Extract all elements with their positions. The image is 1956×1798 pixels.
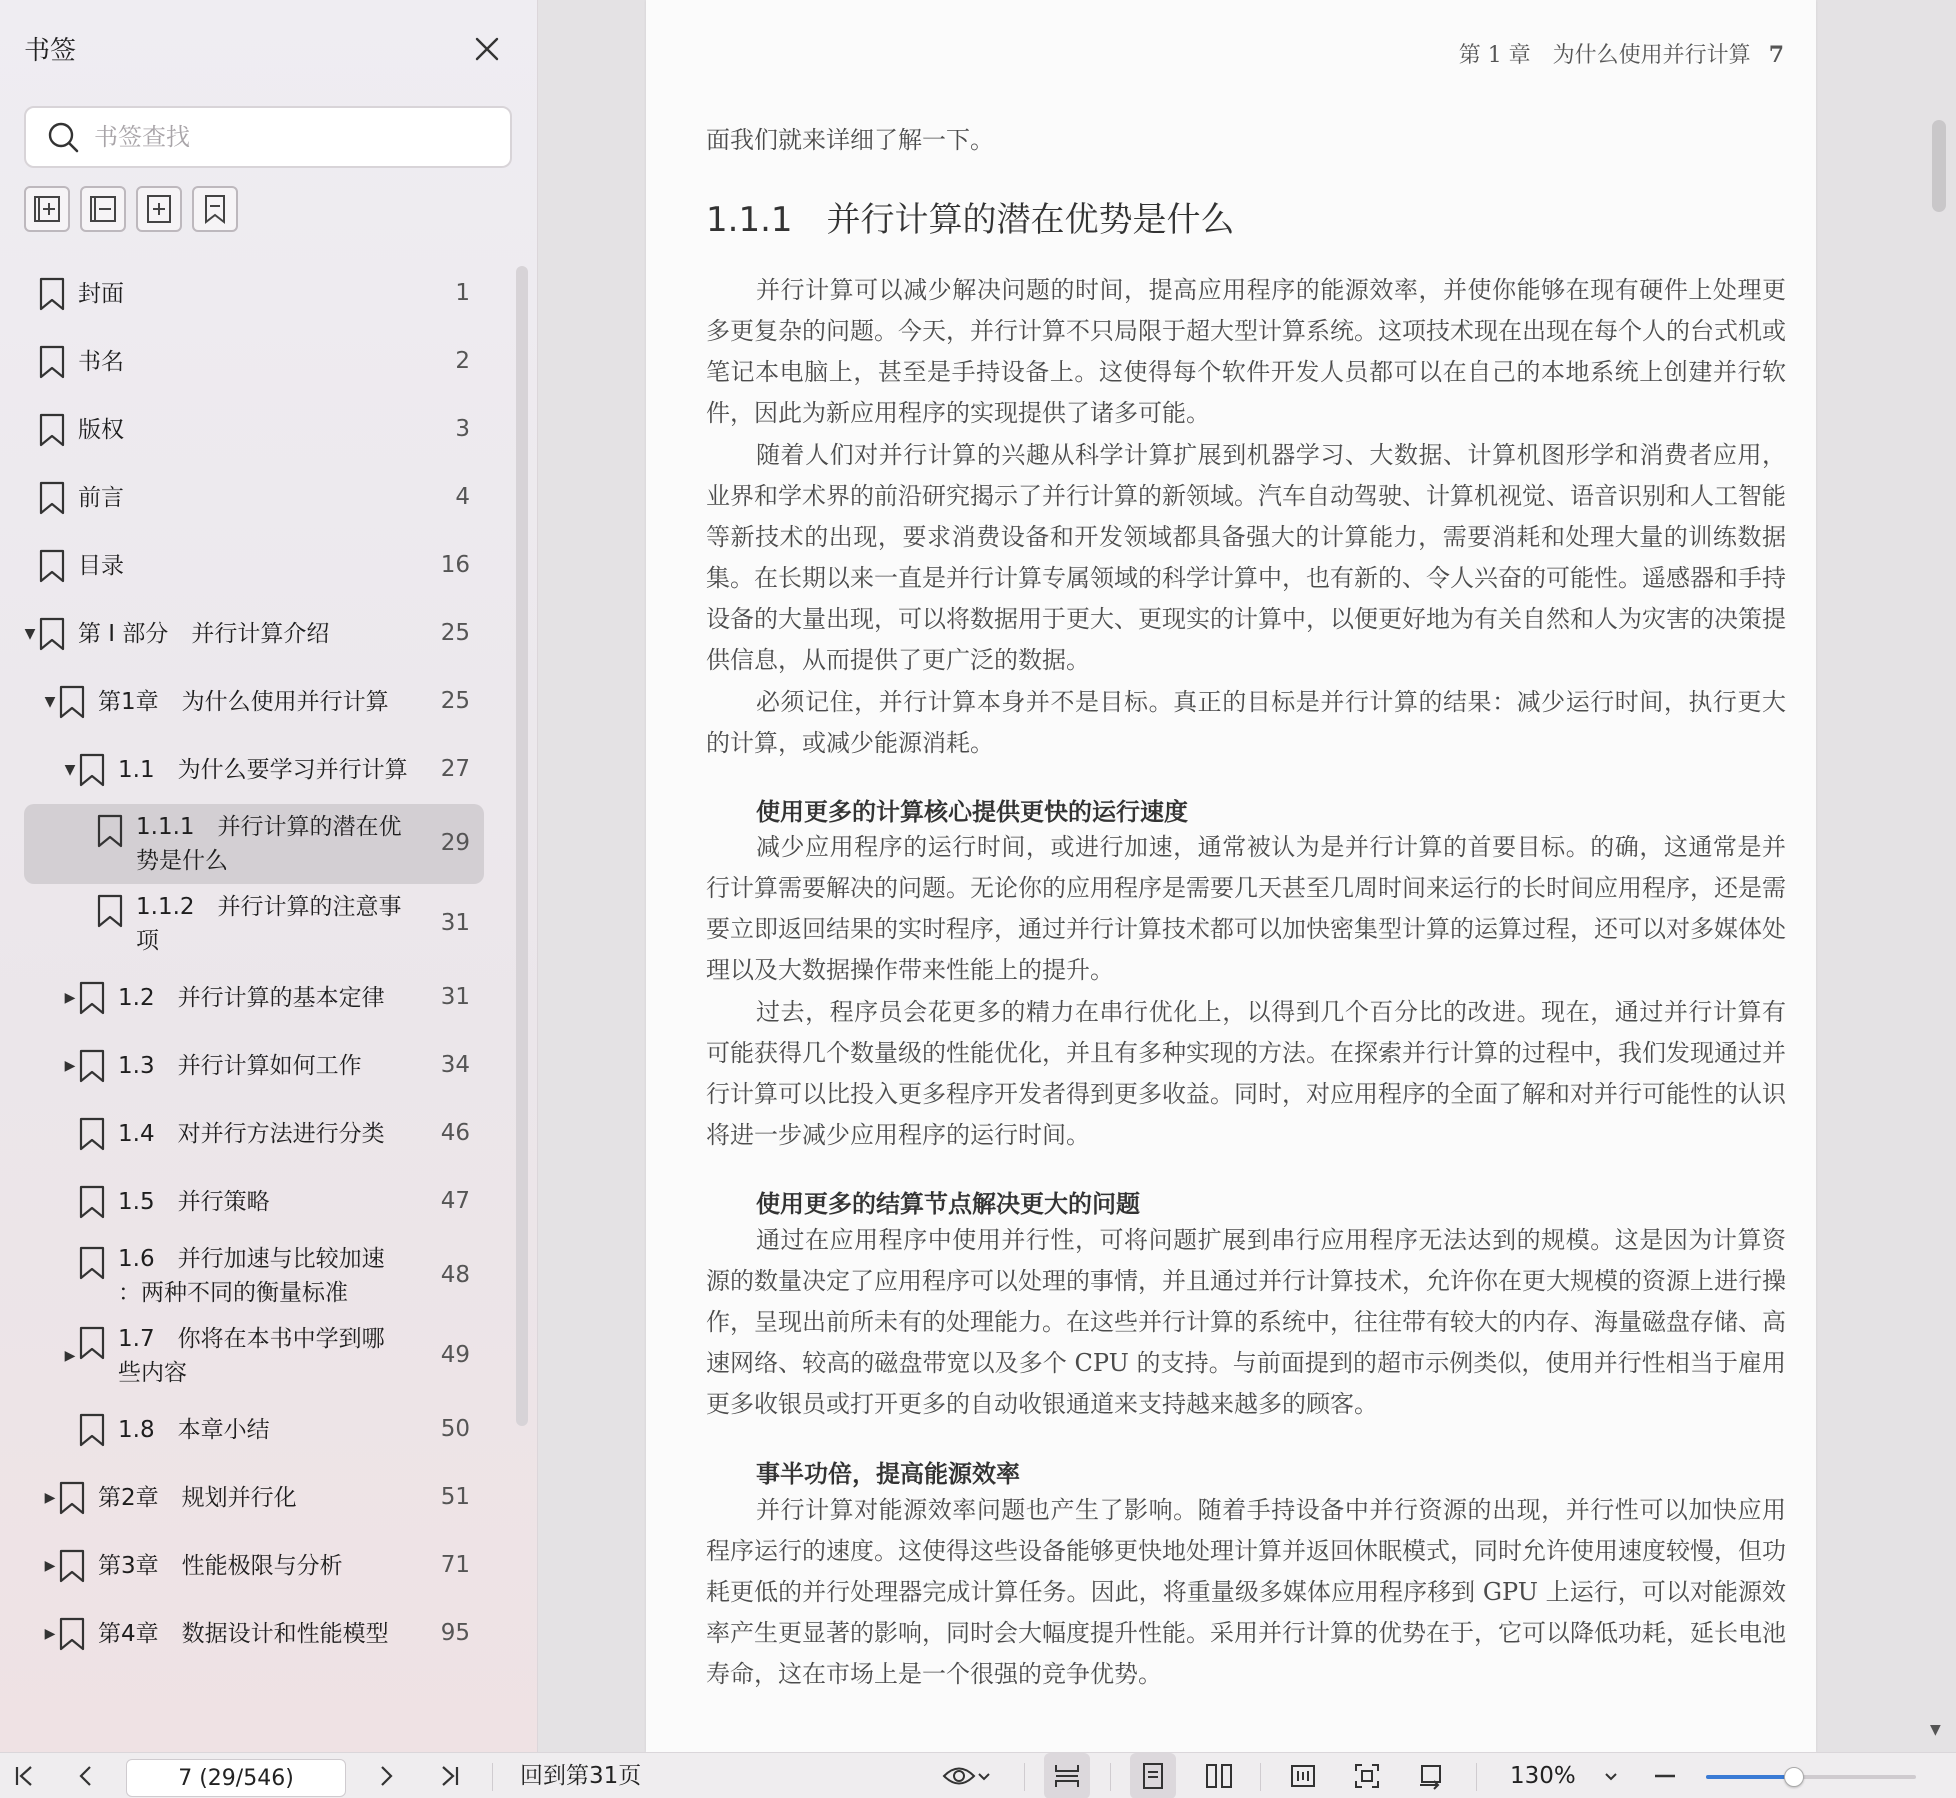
bookmark-item[interactable] [24, 1236, 484, 1316]
bookmark-page-number: 47 [440, 1188, 470, 1214]
expand-all-icon [142, 192, 176, 226]
bookmark-icon [78, 1326, 106, 1360]
bookmark-label: 前言 [78, 485, 124, 511]
expand-arrow-right-icon[interactable]: ▶ [44, 1490, 56, 1506]
bookmark-item[interactable] [24, 464, 484, 532]
toolbar-divider [1110, 1763, 1111, 1791]
zoom-slider-handle[interactable] [1784, 1767, 1804, 1787]
single-page-button[interactable] [1130, 1753, 1176, 1798]
paragraph: 减少应用程序的运行时间，或进行加速，通常被认为是并行计算的首要目标。的确，这通常是并行计算需要解决的问题。无论你的应用程序是需要几天甚至几周时间来运行的长时间应用程序，还是需要立即返回结果的实时程序，通过并行计算技术都可以加快密集型计算的运算过程，还可以对多媒体处理以及大数据操作带来性能上的提升。 [706, 833, 1786, 984]
bookmark-icon [38, 345, 66, 379]
zoom-dropdown-button[interactable] [1596, 1753, 1626, 1798]
subsection-heading: 事半功倍，提高能源效率 [756, 1460, 1020, 1488]
sidebar-scrollbar[interactable] [516, 266, 528, 1426]
bookmark-label: 第2章 规划并行化 [98, 1485, 297, 1511]
bookmark-page-number: 31 [440, 910, 470, 936]
bottom-toolbar [0, 1752, 1956, 1798]
bookmark-page-number: 95 [440, 1620, 470, 1646]
page-number: 7 [1768, 42, 1784, 68]
bookmark-item[interactable] [24, 1532, 484, 1600]
collapse-all-icon [86, 192, 120, 226]
section-heading [706, 192, 1235, 241]
minus-icon [1652, 1763, 1678, 1789]
bookmark-icon [78, 1185, 106, 1219]
search-icon [46, 120, 80, 154]
bookmark-icon [78, 1117, 106, 1151]
bookmark-item[interactable] [24, 1316, 484, 1396]
bookmark-item[interactable] [24, 328, 484, 396]
bookmark-page-number: 50 [440, 1416, 470, 1442]
expand-arrow-down-icon[interactable]: ▼ [44, 694, 56, 710]
expand-arrow-down-icon[interactable]: ▼ [64, 762, 76, 778]
bookmark-icon [38, 413, 66, 447]
fit-page-icon [1352, 1761, 1382, 1791]
paragraph: 过去，程序员会花更多的精力在串行优化上，以得到几个百分比的改进。现在，通过并行计算有可能获得几个数量级的性能优化，并且有多种实现的方法。在探索并行计算的过程中，我们发现通过并行计算可以比投入更多程序开发者得到更多收益。同时，对应用程序的全面了解和对并行可能性的认识将进一步减少应用程序的运行时间。 [706, 998, 1786, 1149]
bookmark-list [24, 260, 484, 1750]
paragraph: 随着人们对并行计算的兴趣从科学计算扩展到机器学习、大数据、计算机图形学和消费者应用，业界和学术界的前沿研究揭示了并行计算的新领域。汽车自动驾驶、计算机视觉、语音识别和人工智能等新技术的出现，要求消费设备和开发领域都具备强大的计算能力，需要消耗和处理大量的训练数据集。在长期以来一直是并行计算专属领域的科学计算中，也有新的、令人兴奋的可能性。遥感器和手持设备的大量出现，可以将数据用于更大、更现实的计算中，以便更好地为有关自然和人为灾害的决策提供信息，从而提供了更广泛的数据。 [706, 441, 1786, 674]
first-page-button[interactable] [6, 1753, 42, 1798]
next-page-button[interactable] [368, 1753, 404, 1798]
bookmark-label: 1.1.1 并行计算的潜在优 势是什么 [136, 814, 402, 874]
bookmark-label: 第1章 为什么使用并行计算 [98, 689, 389, 715]
last-page-icon [437, 1763, 463, 1789]
bookmark-search-input[interactable] [94, 123, 494, 151]
bookmark-item[interactable] [24, 1464, 484, 1532]
running-head [1459, 38, 1784, 69]
rotate-page-icon [1416, 1761, 1446, 1791]
chevron-left-icon [73, 1763, 99, 1789]
subsection-heading: 使用更多的结算节点解决更大的问题 [756, 1190, 1140, 1218]
paragraph: 并行计算可以减少解决问题的时间，提高应用程序的能源效率，并使你能够在现有硬件上处理更多更复杂的问题。今天，并行计算不只局限于超大型计算系统。这项技术现在出现在每个人的台式机或笔记本电脑上，甚至是手持设备上。这使得每个软件开发人员都可以在自己的本地系统上创建并行软件，因此为新应用程序的实现提供了诸多可能。 [706, 276, 1786, 427]
bookmark-label: 第4章 数据设计和性能模型 [98, 1621, 389, 1647]
paragraph: 通过在应用程序中使用并行性，可将问题扩展到串行应用程序无法达到的规模。这是因为计算资源的数量决定了应用程序可以处理的事情，并且通过并行计算技术，允许你在更大规模的资源上进行操作，呈现出前所未有的处理能力。在这些并行计算的系统中，往往带有较大的内存、海量磁盘存储、高速网络、较高的磁盘带宽以及多个 CPU 的支持。与前面提到的超市示例类似，使用并行性相当于雇用更多收银员或打开更多的自动收银通道来支持越来越多的顾客。 [706, 1226, 1786, 1418]
zoom-level[interactable]: 130% [1510, 1763, 1576, 1789]
continued-text: 面我们就来详细了解一下。 [706, 126, 994, 154]
bookmark-page-number: 4 [455, 484, 470, 510]
bookmark-icon [58, 1617, 86, 1651]
bookmark-page-number: 49 [440, 1342, 470, 1368]
previous-page-button[interactable] [68, 1753, 104, 1798]
bookmark-item[interactable] [24, 1032, 484, 1100]
bookmark-page-number: 71 [440, 1552, 470, 1578]
bookmark-item[interactable] [24, 804, 484, 884]
bookmark-item[interactable] [24, 1100, 484, 1168]
scroll-down-arrow-icon[interactable]: ▼ [1930, 1722, 1941, 1738]
section-number: 1.1.1 [706, 200, 793, 240]
subsection-heading: 使用更多的计算核心提供更快的运行速度 [756, 798, 1188, 826]
bookmark-page-number: 34 [440, 1052, 470, 1078]
bookmark-page-number: 2 [455, 348, 470, 374]
bookmark-page-number: 25 [440, 688, 470, 714]
bookmark-item[interactable] [24, 1396, 484, 1464]
bookmark-search-box[interactable] [24, 106, 512, 168]
eye-icon [942, 1763, 976, 1789]
bookmark-label: 封面 [78, 281, 124, 307]
toolbar-divider [1024, 1763, 1025, 1791]
expand-arrow-right-icon[interactable]: ▶ [64, 1058, 76, 1074]
bookmark-icon [38, 277, 66, 311]
bookmark-page-number: 16 [440, 552, 470, 578]
continuous-scroll-icon [1052, 1761, 1082, 1791]
chevron-right-icon [373, 1763, 399, 1789]
bookmark-label: 1.4 对并行方法进行分类 [118, 1121, 385, 1147]
bookmark-item[interactable] [24, 260, 484, 328]
expand-arrow-down-icon[interactable]: ▼ [24, 626, 36, 642]
pdf-page [646, 0, 1816, 1752]
continuous-scroll-button[interactable] [1044, 1753, 1090, 1798]
bookmark-icon [38, 617, 66, 651]
bookmark-label: 1.2 并行计算的基本定律 [118, 985, 385, 1011]
bookmark-item[interactable] [24, 532, 484, 600]
bookmark-icon [78, 1246, 106, 1280]
bookmark-icon [198, 192, 232, 226]
section-title: 并行计算的潜在优势是什么 [826, 200, 1235, 240]
bookmark-item[interactable] [24, 964, 484, 1032]
bookmark-item[interactable] [24, 668, 484, 736]
bookmark-icon [38, 549, 66, 583]
bookmark-sidebar [0, 0, 538, 1752]
zoom-out-button[interactable] [1650, 1753, 1680, 1798]
bookmark-icon [78, 1413, 106, 1447]
chevron-down-icon [976, 1768, 992, 1784]
bookmark-icon [78, 981, 106, 1015]
bookmark-icon [58, 685, 86, 719]
running-head-title: 第 1 章 为什么使用并行计算 [1458, 43, 1751, 68]
bookmark-toolbar [24, 186, 238, 232]
bookmark-label: 1.1.2 并行计算的注意事 项 [136, 894, 402, 954]
bookmark-icon [96, 814, 124, 848]
paragraph: 并行计算对能源效率问题也产生了影响。随着手持设备中并行资源的出现，并行性可以加快应用程序运行的速度。这使得这些设备能够更快地处理计算并返回休眠模式，同时允许使用速度较慢，但功耗更低的并行处理器完成计算任务。因此，将重量级多媒体应用程序移到 GPU 上运行，可以对能源效率产生更显著的影响，同时会大幅度提升性能。采用并行计算的优势在于，它可以降低功耗，延长电池寿命，这在市场上是一个很强的竞争优势。 [706, 1496, 1786, 1688]
add-bookmark-button[interactable] [24, 186, 70, 232]
bookmark-page-number: 46 [440, 1120, 470, 1146]
bookmark-item[interactable] [24, 600, 484, 668]
bookmark-page-number: 25 [440, 620, 470, 646]
bookmark-page-number: 51 [440, 1484, 470, 1510]
bookmark-item[interactable] [24, 1168, 484, 1236]
bookmark-label: 1.5 并行策略 [118, 1189, 270, 1215]
bookmark-page-number: 31 [440, 984, 470, 1010]
add-bookmark-icon [30, 192, 64, 226]
document-scrollbar[interactable] [1932, 120, 1946, 212]
fit-width-button[interactable] [1280, 1753, 1326, 1798]
first-page-icon [11, 1763, 37, 1789]
bookmark-icon [58, 1481, 86, 1515]
expand-arrow-right-icon[interactable]: ▶ [64, 990, 76, 1006]
bookmark-page-number: 27 [440, 756, 470, 782]
collapse-all-button[interactable] [80, 186, 126, 232]
bookmark-item[interactable] [24, 396, 484, 464]
two-page-button[interactable] [1196, 1753, 1242, 1798]
expand-arrow-right-icon[interactable]: ▶ [44, 1626, 56, 1642]
bookmark-page-number: 3 [455, 416, 470, 442]
bookmark-page-number: 1 [455, 280, 470, 306]
bookmark-page-number: 48 [440, 1262, 470, 1288]
bookmark-item[interactable] [24, 884, 484, 964]
toolbar-divider [492, 1763, 493, 1791]
back-to-page-link[interactable]: 回到第31页 [520, 1763, 642, 1789]
document-viewer [538, 0, 1956, 1752]
expand-arrow-right-icon[interactable]: ▶ [64, 1348, 76, 1364]
zoom-slider-fill [1706, 1775, 1794, 1779]
toolbar-divider [1476, 1763, 1477, 1791]
expand-all-button[interactable] [136, 186, 182, 232]
bookmark-label: 1.6 并行加速与比较加速 ：两种不同的衡量标准 [118, 1246, 385, 1306]
bookmark-label: 目录 [78, 553, 124, 579]
bookmark-icon [38, 481, 66, 515]
expand-arrow-right-icon[interactable]: ▶ [44, 1558, 56, 1574]
toolbar-divider [1260, 1763, 1261, 1791]
sidebar-title: 书签 [24, 36, 77, 66]
bookmark-icon [58, 1549, 86, 1583]
page-number-input[interactable] [126, 1759, 346, 1797]
bookmark-item[interactable] [24, 736, 484, 804]
bookmark-label: 1.8 本章小结 [118, 1417, 270, 1443]
bookmark-label: 第3章 性能极限与分析 [98, 1553, 343, 1579]
chevron-down-icon [1603, 1768, 1619, 1784]
close-icon[interactable] [470, 32, 504, 66]
bookmark-icon [78, 753, 106, 787]
fit-width-icon [1288, 1761, 1318, 1791]
zoom-slider[interactable] [1706, 1775, 1916, 1779]
single-page-icon [1138, 1761, 1168, 1791]
view-mode-button[interactable] [934, 1753, 1000, 1798]
bookmark-label: 第 I 部分 并行计算介绍 [78, 621, 330, 647]
paragraph: 必须记住，并行计算本身并不是目标。真正的目标是并行计算的结果：减少运行时间，执行更大的计算，或减少能源消耗。 [706, 688, 1786, 757]
bookmark-icon [96, 894, 124, 928]
bookmark-icon [78, 1049, 106, 1083]
two-page-icon [1204, 1761, 1234, 1791]
bookmark-label: 1.1 为什么要学习并行计算 [118, 757, 408, 783]
bookmark-label: 1.3 并行计算如何工作 [118, 1053, 362, 1079]
last-page-button[interactable] [432, 1753, 468, 1798]
bookmark-page-number: 29 [440, 830, 470, 856]
bookmark-item[interactable] [24, 1600, 484, 1668]
bookmark-label: 版权 [78, 417, 124, 443]
bookmark-button[interactable] [192, 186, 238, 232]
bookmark-label: 1.7 你将在本书中学到哪 些内容 [118, 1326, 385, 1386]
bookmark-label: 书名 [78, 349, 124, 375]
rotate-page-button[interactable] [1408, 1753, 1454, 1798]
fit-page-button[interactable] [1344, 1753, 1390, 1798]
